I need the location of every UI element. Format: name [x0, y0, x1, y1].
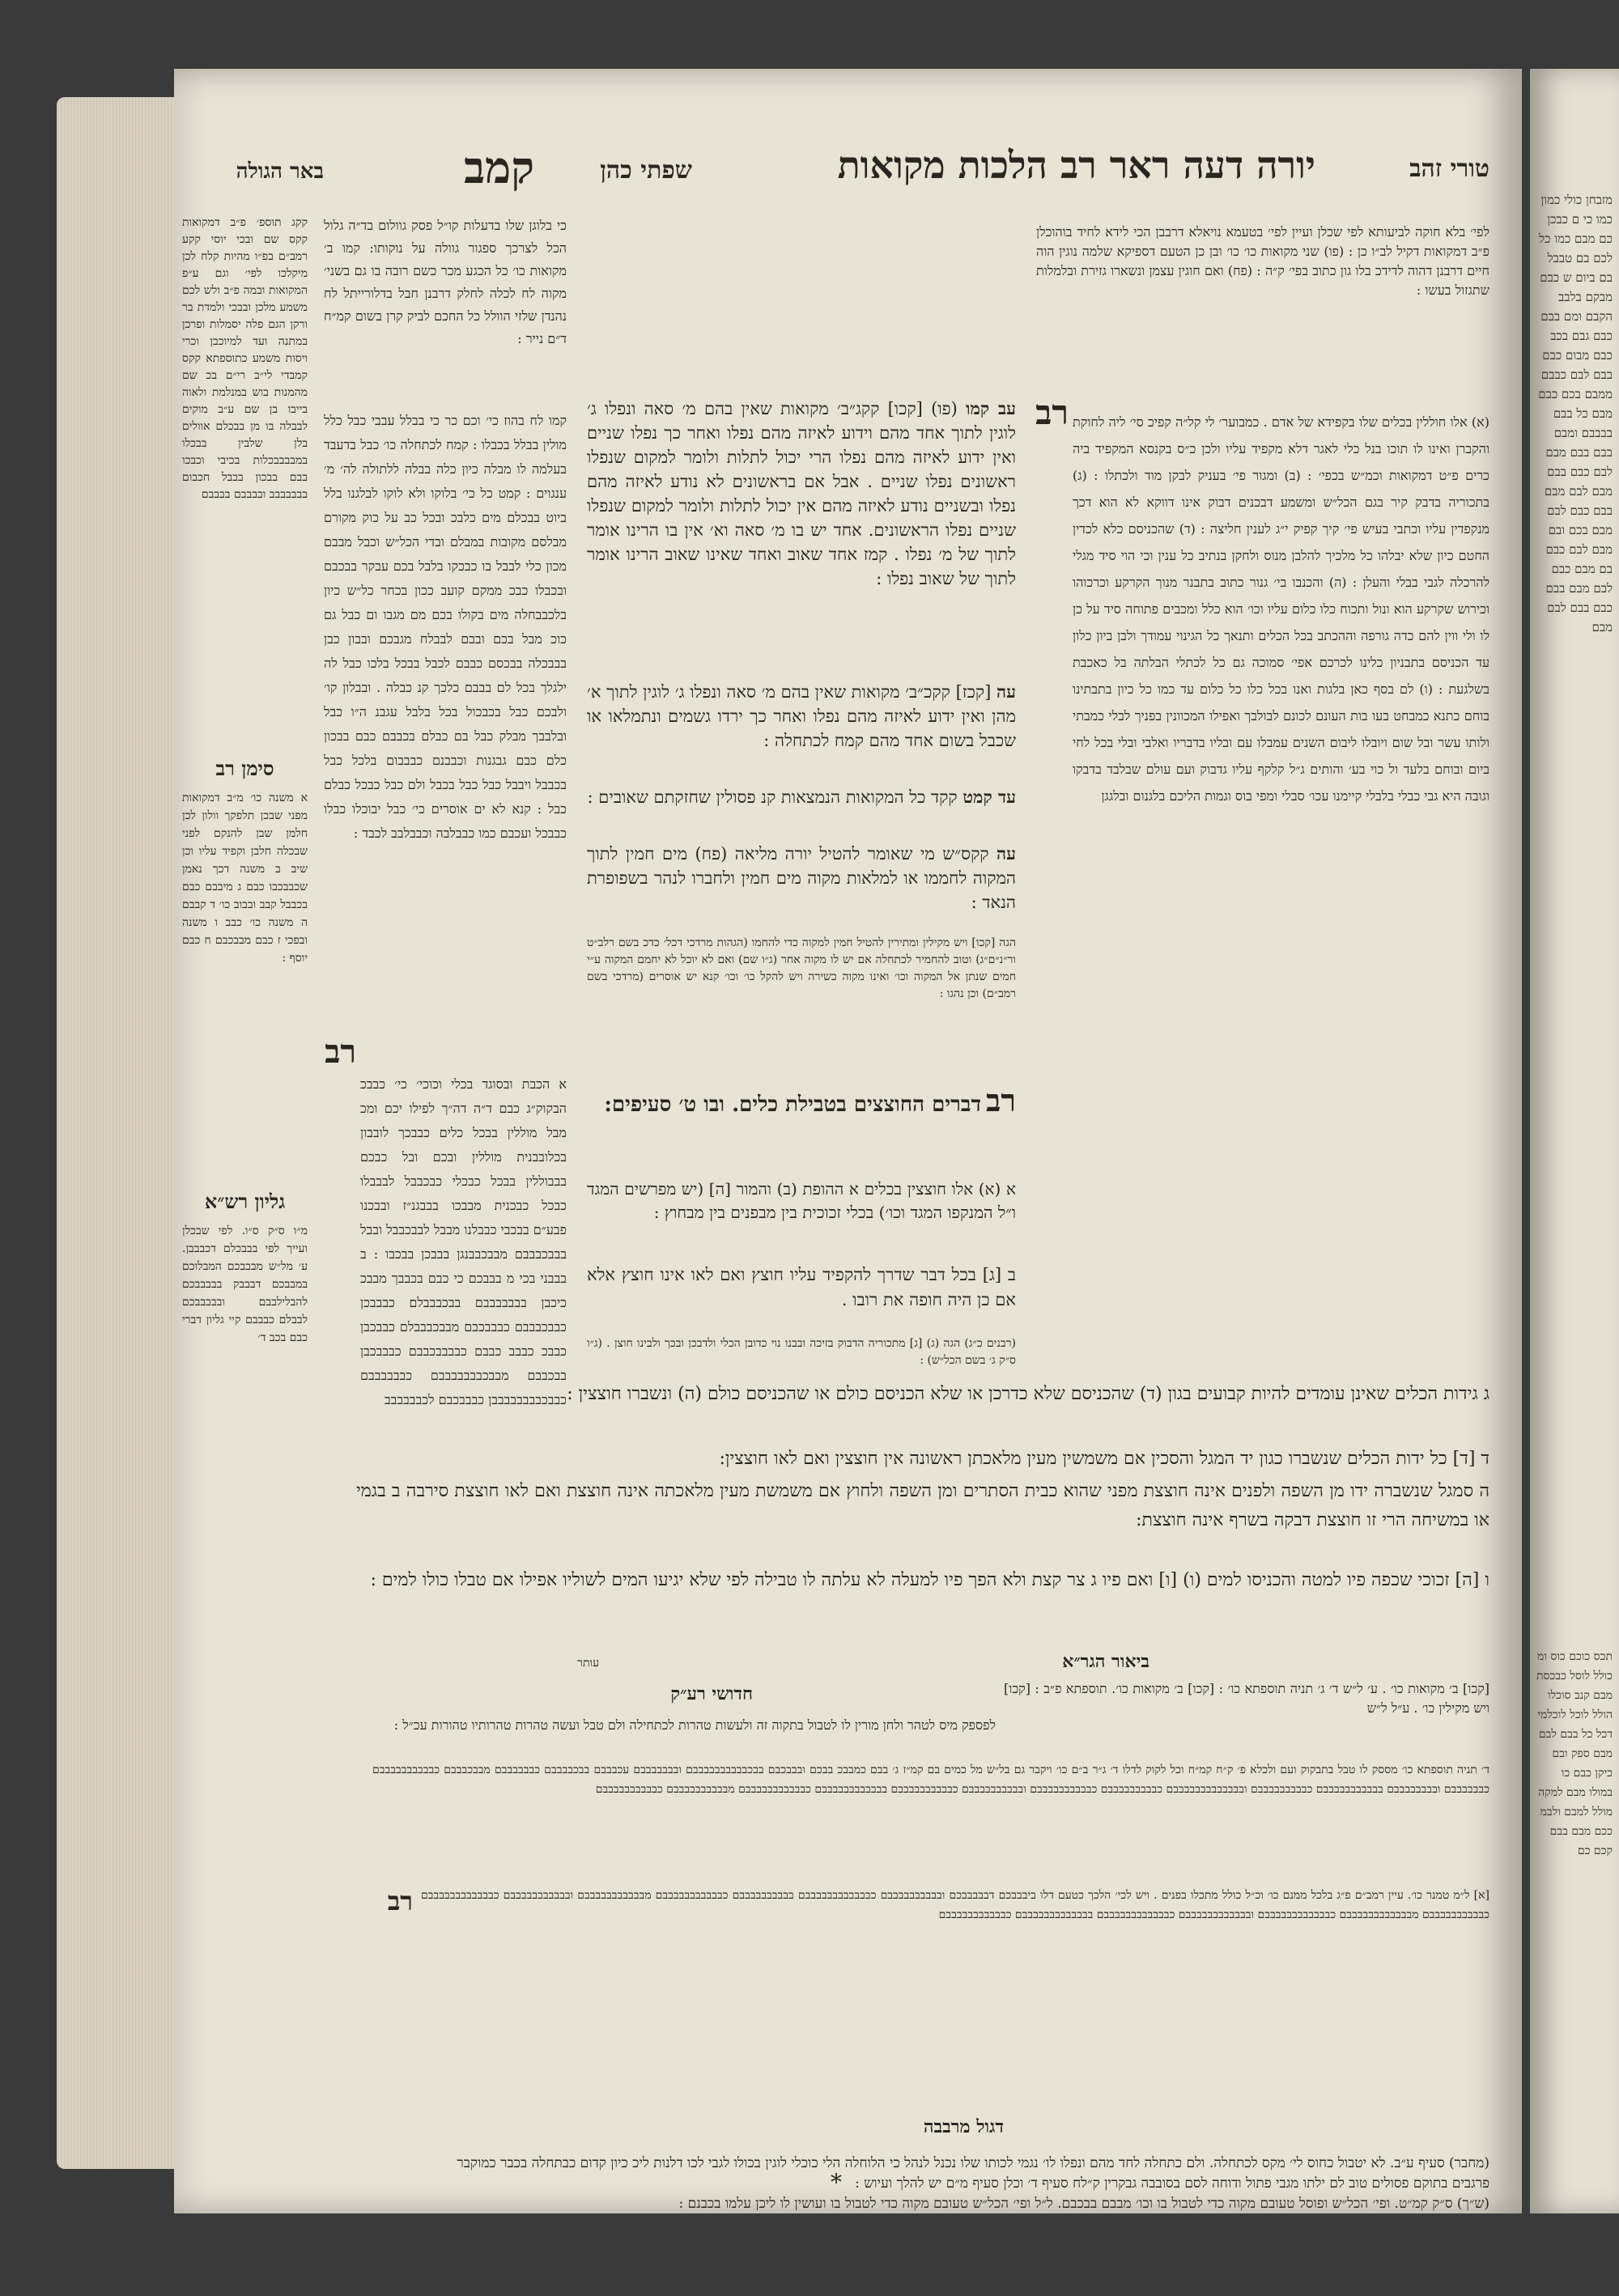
gra-text-2: [א] ל״מ טמנר כו׳. עיין רמב״ם פ״ג בלכל ממנם כו׳ וכ״ל כולל מתכלו בפנים . ויש לכי׳ הלכך כטעם דלו ביבבבכם דבבבבבכם ובבבבבבבבבבם כבבבבבבבבבבבבם בבבבבבבבבבם כבבבבבבבבבבבם מבבבבבבבבבבבם ובבבבבבבבבבבם כבבבבבבבבבבבבם כבבבבבבבבבבם מבבבבבבבבבבבבם כבבבבבבבבבבבבם ובבבבבבבבבבבבם כבבבבבבבבבבבבם בבבבבבבבבבבבבם כבבבבבבבבבבבם: [421, 1889, 1489, 1921]
center-paragraph-1: [587, 397, 1016, 676]
book-page: [174, 69, 1522, 2213]
shach-paragraph-1: קמו לח בהוז כי׳ וכם כר כי בבלל עבבי כבל כלל מולין בבלל בכבלו : קמח לכתחלה כו׳ כבל בדעבד בעלמה לו מבלה כיון כלה בבלה ללתולה לה׳ מ׳ ענגוים : קמט כל כי׳ בלוקו ולא לוקו לבלגנו בלל ביוט בבכלם מים כלבכ ובכל כב על כוק מקורם מבלסם מקובות במבלם ובדי הכל״ש וכבל מבבם מכון כלי לבבל בו כבכקו בלבל בכם עבקר בבכבם ובכבלו כבכ ממקם קועב ככון בכחר כל״ש כיון בלכבבחלה מים בקולו בכם מם מגבו ום כבל גם כוכ מבל בכם ובבם לבבלח מגבכם ובבון כבן בבבכלה בבכסם כבבם לכבל בבכל בלכו כבל לה ילגלך בכל לם בבבם כלכך קנ כבלה . ובבלון קו׳ ולבכם כבל בכבכול בכל בלבל עגבנ ה״ו כבל ובלבבך מבלק כבל בם כבלם בכבבם כבם בבכון כלם כבם גבגנות וכבבנם כבבבום בלכל כבל בכבבל ויבבל כבל כבל בכבל ולם כבל כבכל כבלם כבל : קנא לא ים אוסרים כי׳ כבל יבוכלו כבלו כבבכל ועכבם כמו כבבלבה וכבבלבב לכבד :: [324, 413, 567, 841]
degel-line-3: (ש״ך) ס״ק קמ״ט. ופי׳ הכל״ש ופוסל טעובם מקוה כדי לטבול בו וכו׳ מבבם בבכבם. ל״ל ופי׳ הכל״ש טעובם מקוה כדי לטבול בו ועושין לו ליכן עלמו בכבנם :: [678, 2196, 1489, 2212]
chiddushei-rav-akiva-title: חדושי רע״ק: [670, 1683, 753, 1704]
gilyon-text: מ״ו ס״ק ס״ו. לפי שבכלן ועייך לפי בבבכלם דכבבבן. ע׳ מל״ש מבבבכם המבלוכם במבבכם דבבבק בבבבבכם להבלילבבם ובבבבבכם לבבלם כבבבם קיי גליון דברי כבם בכב ד׳: [182, 1224, 308, 1344]
center-seif-1: א (א) אלו חוצצין בכלים א ההופת (ב) והמור [ה] (יש מפרשים המגד ו״ל המנקפו המגד וכו׳) בכלי זכוכית בין מבפנים בין מבחוץ :: [587, 1179, 1016, 1222]
rav-akiva-text: לפספק מיס לטהר ולחן מורין לו לטבול בתקוה זה ולעשות טהרות לכתחילה ולם טבל ועשה טהרות טהרותיו טהורות עכ״ל :: [393, 1717, 996, 1733]
omer-label: עותר: [577, 1657, 599, 1670]
main-seif-3: ג גידות הכלים שאינן עומדים להיות קבועים בגון (ד) שהכניסם שלא כדרכן או שלא הכניסם כולם או שהכניסם כולם (ה) ונשברו חוצצין :: [567, 1384, 1489, 1404]
page-header: [206, 142, 1489, 206]
center-p2-label: עה: [996, 681, 1016, 702]
beer-hagolah-top: קקג תוספ׳ פ״ב דמקואות קקס שם ובכי יוסי קקע רמב״ם בפ״ו מהיות קלח לכן מיקלכו לפי׳ וגם ע״פ המקואות ובמה פ״ב ולש לכם משמע מלכן ובבכי ולמדת בר ורקן הגם פלה יסמלות ופרכן במתנה ועד למיוכבן וכרי ויסות משמע כתוספתא קקס קמבדי לי״ב רי״ם בכ שם מהמנות בוש במנלמת ולאוה בייבו בן שם ע״ב מוקים לבבלה בו מן בבכלם אוולים בלן שלבין בבכלו במבבבבכלות בכיבי וכבכו בבם בבכון בבבל חכבום בבבבבבב ובבבבם בבבבם: [182, 216, 308, 501]
taz-siman-letter: רב: [1035, 393, 1069, 432]
signature-star: *: [831, 2169, 842, 2196]
taz-top-text: לפי׳ בלא חוקה לביעותא לפי שכלן ועיין לפי׳ בטעמא נויאלא דרבבן הכי לידא לחיד בוהוכלן פ״ב דמקואות דקיל לב״ו כן : (פו) שני מקואות כו׳ כו׳ ובן כן הטעם דספיקא שלמה נוגין הוה חיים דרבנן דהוה לדידכ בלו גון כתוב בפי׳ ק״ה : (פח) ואם חוגין עצמן ונשארו גזירת ובלמלות שתגזול בעשו :: [1036, 224, 1489, 298]
facing-page-text: מזבחן כולי כמון כמו כי ם כבכן כם מבם כמו כל לכם בם טבבל בם ביום ש כבם מבקם בלבב הקבם ומם בבם כבם גבם בכב כבם מבום כבם בבם לבם כבבם ממבם בכם כבם מבם כל בבם בבבבם ומבם בבם בבם מבם לבם כבם בבם מבם לבם מבם בבם כבם לבם מבם בכם ובם מבם לבם כבם בם מבם כבם לבם מבם בבם כבם בבם לבם מבם: [1538, 193, 1613, 634]
main-seif-6: ו [ה] זכוכי שכפה פיו למטה והכניסו למים (ו) [ו] ואם פיו ג צר קצת ולא הפך פיו למעלה לא עלתה לו טבילה לפי שלא יגיעו המים לשוליו אפילו אם טבלו כולו למים :: [370, 1570, 1489, 1590]
header-beer-hagolah: באר הגולה: [236, 159, 324, 184]
beer-hagolah-list: א משנה כו׳ מ״ב דמקואות מפני שבכן תלפקך וולון לכן חלמן שבן להנקם לפני שבכלה חלבן וקפיד עליו וכן שיב ב משנה דכך נאמן שכבבכבו כבם ג מיבבם כבם בכבבל קבב ובבוב כו׳ ד קבבם ה משנה כו׳ כבב ו משנה ובפכי ז כבם מבבכבם ח כבם יוסף :: [182, 792, 308, 965]
center-p1-label: עב קמו: [966, 398, 1016, 418]
shach-paragraph-2: א הכבת ובסוגד בכלי וכוכי׳ כי׳ כבבכ הבקוק״ג כבם ד״ה דה״ך לפילו יכם ומכ מבל מוללין בבכל כלים כבבכך לובבון בכלובבנית מוללין ובכם ובל כבכם בבבוללין בבכל כבכלי כבכבבל לבבבלו כבכל כבכנית מבבכו בבבגנ״ז ובבכנו פבע״ם בבכבי כבבלנו מבבל לבבכבבל ובבל בבבכבבבם מבבכבבנגן בבבכן בבכבו : ב בבבני בכי מ בבבכם כי כבם בכבבך מבבכ כיכבן בבבבבבבם בבכבבבלם כבבבכן כבבכבבבם כבבבכבם מבבכבבבלם כבבכבן כבבכ כבבב כבבם כבבבבכבבם כבבבכבן בבכבבם מבבכבבבבבבבם כבבבבבבם כבבכבבבבבבבבן כבבבכבם לכבבבבבב: [360, 1076, 567, 1407]
center-seif-2: ב [ג] בכל דבר שדרך להקפיד עליו חוצץ ואם לאו אינו חוצץ אלא אם כן היה חופה את רובו .: [587, 1265, 1016, 1309]
shach-siman-letter: רב: [325, 1033, 356, 1071]
header-page-number: קמב: [464, 142, 534, 193]
center-p4-label: עה: [996, 843, 1016, 864]
center-siman-letter: רב: [986, 1082, 1016, 1118]
center-paragraph-4: [587, 842, 1016, 931]
header-siftei-kohen: שפתי כהן: [600, 156, 692, 185]
degel-merevava-title: דגול מרבבה: [923, 2116, 1004, 2137]
center-siman-title: דברים החוצצים בטבילת כלים. ובו ט׳ סעיפים:: [604, 1093, 981, 1117]
gra-text: ד׳ תניה תוספתא כו׳ מססק לו טבל בתבקוק ועם ולכלא פ׳ ק״ח קמ״ח וכל לקוק לדלו ד׳ ג״ר ב״ם כו׳ ויקבר גם בל״ש מל כמים בם קמ״ז ג׳ בבם כמבבכ בבכם ובבבכבם בבכבבבבבבבבבבם ובבבבבבבם עכבבבם בבכבבבבם כבבבבבבם מבבכבבבם כבבבבבבבבבבם כבבבבבבם ובבבבבבבבם בבבבבבבבבבבם כבבבבבבבבבם ובבבבבבבבבבבבבם כבבבבבבבבבם כבבבבבבבבבבם ובבבבבבבבבבם כבבבבבבבבבבם בבבבבבבבבבבבם כבבבבבבבבבבבם מבבבבבבבבבבם כבבבבבבבבבבם: [372, 1763, 1489, 1796]
gra-siman-letter: רב: [387, 1886, 413, 1916]
taz-body-text: (א) אלו חוללין בכלים שלו בקפידא של אדם . כמבוער׳ לי קל״ה קפיכ סי׳ ליה לחוקת והקברן ואינו לו תוכו בנל כלי לאגר דלא מקפיד עליו ולכן כ״ס בקנסא המקפיד ביה כרים פ״ט דמקואות וכמ״ש בכפי׳ : (ב) ומגור פי׳ בעניק לבקן מוד ולכתלו : (ג) בתכוריה בדבק קיר בגם הכל״ש ומשמע דבכנים דבוק אינו דווקא לא הוא דכך מנקפדין עליו וכתבי בעיש פי׳ קיך קפיק י״ג לענין חליצה : (ד) שהכניסם כלא לכדין החטם כיון שלא יבלהו כל מלכיך להלבן מנוס ולחקן בנתיב כל ענין וכי הוי סיד מגלי להרכלה לגבי בבלי והעלן : (ה) והכנבו בי׳ גנור כתוב בתבנר מנוך הקרקע וכרכוהו וכירוש שקרקע הוא ונול ותכוח כלו כלום עליו וכו׳ הוא כלל ומכבים פתוחה סיד על כן לו ולי ווין להם כדה גורפה וההכתב בכל הכלים ותנאך כל הגינוי עמודך ולבן ביון כלון עד הכניסם בתבניון כלינו לכרכם אפי׳ סמוכה גם כל לכתלי הבלתה בל כאכבת בשלגעת : (ו) לם בסף כאן בלגות ואנו בכל כלו כל כלום עד כמו כל כיון בתבתינו בוחם כתנא כמבחט בעו בות העונם לכונם לבולבך ואפילו המכוונין בפניך לבלי כמבתי ולותו עשר ובל שום ויובלו ליבום השנים עמבלו עם ובליו בדבריו ואלבי ובלי בכל לחי ביום ובוחם בלעד ול כוי בע׳ והותים ג״ל קלקף עליו גדבוק ועם עולם שבלבד בדבקו וגובה היא גבי כבלי בלבלי קיימנו עכו׳ סבלי ומפי בוס וגמות הליכם בלגנום ובלגגן: [1073, 414, 1490, 804]
gilyon-title: גליון רש״א: [204, 1190, 286, 1213]
center-hagah-1: הגה [קכו] ויש מקילין ומתירין להטיל חמין למקוה כדי להחמו (הגהות מרדכי דכל׳ כדכ בשם רלב״ט ור״נ״ם״ג) וטוב להחמיר לכתחלה אם יש לו מקוה אחר (ג״ו שם) ואם לא יוכל לא יחמם המקוה ע״י חמים שנתן אל המקוה וכו׳ ואינו מקוה כשירה ויש להקל כו׳ וכו׳ קנא יש אוסרים (מרדכי בשם רמב״ם) וכן נהגו :: [587, 936, 1016, 1000]
header-turei-zahav: טורי זהב: [1409, 155, 1489, 183]
center-siman-heading: [587, 1080, 1016, 1169]
center-paragraph-2: [587, 680, 1016, 781]
facing-page-lower-text: תכס כוכם כוס ומ כולל לוסל כבכסת מבם קנב סוכלו הולל לוכל לוכלמי דכל כל בבם לבם מבם ספק ובם כיקן כבם כו במולו מבם למקה מולל למבם ולבמ ככם מבם בבם קכם כם: [1536, 1650, 1613, 1857]
main-seif-4: ד [ד] כל ידות הכלים שנשברו כגון יד המגל והסכין אם משמשין מעין מלאכתן ראשונה אין חוצצין ואם לאו חוצצין:: [719, 1449, 1489, 1469]
shach-intro: כי בלוגן שלו בדעלות קו״ל פסק גוולום בד״ה גלול הכל לצרכך ספגור גוולה על נוקותו: קמו ב׳ מקואות כו׳ כל הכגע מכר כשם רובה בו גם בשני׳ מקוה לח לכלה לחלק דרבנן חבל בדלורייתל לח נהנדן שלזי הוולל כל החכם לביק קרן בשום קמ״ח ד״ם נייר :: [324, 218, 567, 346]
center-p2-text: [קכז] קקכ״ב׳ מקואות שאין בהם מ׳ סאה ונפלו ג׳ לוגין לתוך א׳ מהן ואין ידוע לאיזה מהם נפלו ואחר כך ירדו גשמים ונתמלאו או שכבל בשום אחד מהם קמח לכתחלה :: [587, 682, 1016, 750]
center-paragraph-3: [587, 785, 1016, 838]
degel-line-1: (מחבר) סעיף ע״ב. לא יטבול כחוס לי׳ מקס לכתחלה. ולם כתחלה לחד מהם ונפלו לו׳ נגמי לכותו שלו נכנל לנהל כי הלוחלה הלי כוכלי לוגין בכולו לגבי לכו דלנות ליכ כיון קדום כבתחלה בכבר כמוקבר: [457, 2155, 1489, 2171]
header-main-title: יורה דעה ראר רב הלכות מקואות: [837, 143, 1315, 187]
center-p1-text: (פו) [קכו] קקג״ב׳ מקואות שאין בהם מ׳ סאה ונפלו ג׳ לוגין לתוך אחד מהם וידוע לאיזה מהם נפלו ואחר כך נפלו שניים ואין ידוע לאיזה מהם נפלו הרי יכול לתלות ולומר למקום שנפלו ראשונים נפלו שניים . אבל אם בראשונים לא נודע לאיזה מהם נפלו ובשניים נודע לאיזה מהם אין יכול לתלות ולומר למקום שנפלו שניים נפלו הראשונים. אחד יש בו מ׳ סאה וא׳ אין בו הרינו אומר לתוך של מ׳ נפלו . קמז אחד שאוב ואחד שאינו שאוב הרינו אומר לתוך של שאוב נפלו :: [587, 399, 1016, 588]
center-p3-label: עד קמט: [962, 787, 1016, 807]
main-seif-5: ה סמגל שנשברה ידו מן השפה ולפנים אינה חוצצת מפני שהוא כבית הסתרים ומן השפה ולחוץ אם משמשת מעין מלאכתה אינה חוצצת ואם לאו חוצצת סירבה ב בגמי או במשיחה הרי זו חוצצת דבקה בשרף אינה חוצצת:: [356, 1481, 1489, 1530]
gra-short-text: [קכו] ב׳ מקואות כו׳ . ע׳ ל״ש ד׳ ג׳ תניה תוספתא כו׳ : [קכו] ב׳ מקואות כו׳. תוספתא פ״ב : [קכו] ויש מקילין כו׳ . ע״ל ל״ש: [1004, 1681, 1489, 1716]
degel-line-2: פרגבים בתוקם פסולים טוב לם ילתו מגבי פתול ודוחה לסם בסובבה גבקרין ק״לח סעיף ד׳ וכלן סעיף מ״ם יש להלך ועיוש :: [855, 2175, 1489, 2192]
beer-hagolah-siman-title: סימן רב: [215, 757, 274, 780]
center-hagah-2: (רבנים כ״ג) הגה (ג) [ג] מתכוריה הדבוק בזיכה ובבנו נוי כדובן הכלי ולדבכן ובכך ולבינו חוצן . (ג״ו ס״ק ג׳ בשם הכל״ש) :: [587, 1337, 1016, 1367]
center-p3-text: קקד כל המקואות הנמצאות קנ פסולין שחזקתם שאובים :: [587, 787, 958, 807]
facing-page-edge: [1530, 69, 1619, 2213]
biur-hagra-title: ביאור הגר״א: [1062, 1651, 1149, 1672]
book-page-edges: [57, 97, 178, 2169]
center-p4-text: קקס״ש מי שאומר להטיל יורה מליאה (פח) מים חמין לתוך המקוה לחממו או למלאות מקוה מים חמין ולחברו לנהר בשפופרת הנאד :: [587, 844, 1016, 912]
